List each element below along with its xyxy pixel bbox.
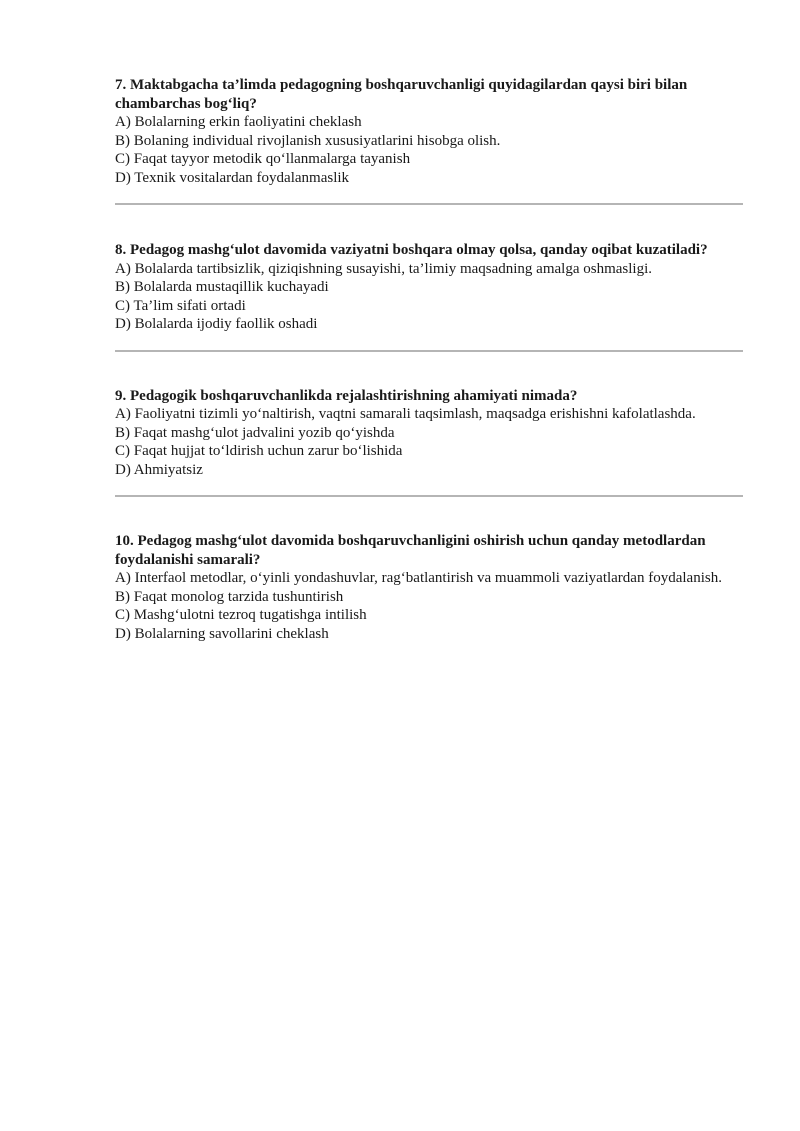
- option-c: C) Faqat tayyor metodik qo‘llanmalarga tayanish: [115, 151, 411, 167]
- question-7: [115, 76, 743, 187]
- option-b: B) Bolalarda mustaqillik kuchayadi: [115, 279, 329, 295]
- document-page: [115, 76, 743, 643]
- question-8: [115, 241, 743, 334]
- option-c: C) Faqat hujjat to‘ldirish uchun zarur bo‘lishida: [115, 443, 403, 459]
- option-a: A) Bolalarning erkin faoliyatini cheklash: [115, 114, 362, 130]
- option-d: D) Bolalarda ijodiy faollik oshadi: [115, 316, 318, 332]
- option-c: C) Ta’lim sifati ortadi: [115, 297, 246, 314]
- option-a: A) Interfaol metodlar, o‘yinli yondashuvlar, rag‘batlantirish va muammoli vaziyatlardan foydalanish.: [115, 570, 722, 586]
- question-title: 9. Pedagogik boshqaruvchanlikda rejalashtirishning ahamiyati nimada?: [115, 387, 578, 404]
- option-b: B) Faqat monolog tarzida tushuntirish: [115, 588, 344, 605]
- divider: [115, 495, 743, 497]
- option-c: C) Mashg‘ulotni tezroq tugatishga intilish: [115, 607, 367, 623]
- divider: [115, 350, 743, 352]
- option-d: D) Texnik vositalardan foydalanmaslik: [115, 169, 350, 186]
- question-title: 10. Pedagog mashg‘ulot davomida boshqaruvchanligini oshirish uchun qanday metodlardan foydalanishi samarali?: [115, 533, 706, 568]
- question-9: [115, 387, 743, 480]
- divider: [115, 203, 743, 205]
- option-d: D) Ahmiyatsiz: [115, 461, 203, 478]
- question-10: [115, 532, 743, 643]
- question-title: 8. Pedagog mashg‘ulot davomida vaziyatni boshqara olmay qolsa, qanday oqibat kuzatiladi?: [115, 242, 708, 258]
- option-a: A) Bolalarda tartibsizlik, qiziqishning susayishi, ta’limiy maqsadning amalga oshmasligi.: [115, 260, 652, 277]
- option-d: D) Bolalarning savollarini cheklash: [115, 625, 329, 642]
- question-title: 7. Maktabgacha ta’limda pedagogning boshqaruvchanligi quyidagilardan qaysi biri bilan chambarchas bog‘liq?: [115, 77, 688, 112]
- option-b: B) Faqat mashg‘ulot jadvalini yozib qo‘yishda: [115, 424, 395, 441]
- option-a: A) Faoliyatni tizimli yo‘naltirish, vaqtni samarali taqsimlash, maqsadga erishishni kafolatlashda.: [115, 406, 696, 422]
- option-b: B) Bolaning individual rivojlanish xususiyatlarini hisobga olish.: [115, 132, 501, 149]
